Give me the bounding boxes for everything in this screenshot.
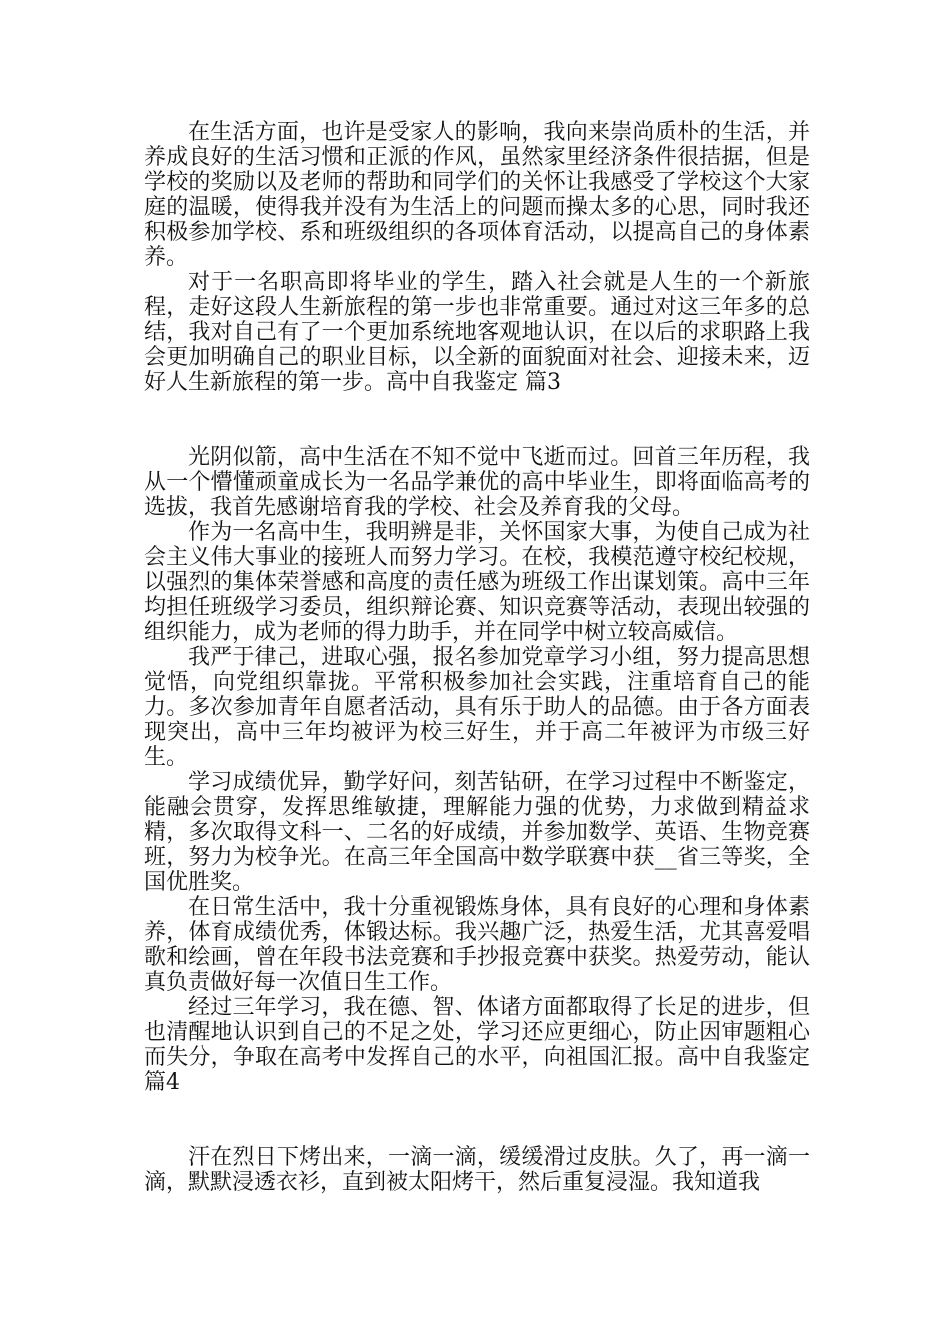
paragraph-life: 在生活方面，也许是受家人的影响，我向来崇尚质朴的生活，并养成良好的生活习惯和正派的作风，虽然家里经济条件很拮据，但是学校的奖励以及老师的帮助和同学们的关怀让我感受了学校这个大家庭的温暖，使得我并没有为生活上的问题而操太多的心思，同时我还积极参加学校、系和班级组织的各项体育活动，以提高自己的身体素养。 <box>144 120 810 270</box>
paragraph-sweat: 汗在烈日下烤出来，一滴一滴，缓缓滑过皮肤。久了，再一滴一滴，默默浸透衣衫，直到被太阳烤干，然后重复浸湿。我知道我 <box>144 1145 810 1195</box>
paragraph-progress: 经过三年学习，我在德、智、体诸方面都取得了长足的进步，但也清醒地认识到自己的不足之处，学习还应更细心，防止因审题粗心而失分，争取在高考中发挥自己的水平，向祖国汇报。高中自我鉴定 篇4 <box>144 995 810 1095</box>
paragraph-graduation: 对于一名职高即将毕业的学生，踏入社会就是人生的一个新旅程，走好这段人生新旅程的第一步也非常重要。通过对这三年多的总结，我对自己有了一个更加系统地客观地认识，在以后的求职路上我会更加明确自己的职业目标，以全新的面貌面对社会、迎接未来，迈好人生新旅程的第一步。高中自我鉴定 篇3 <box>144 270 810 395</box>
paragraph-student-duty: 作为一名高中生，我明辨是非，关怀国家大事，为使自己成为社会主义伟大事业的接班人而努力学习。在校，我模范遵守校纪校规，以强烈的集体荣誉感和高度的责任感为班级工作出谋划策。高中三年均担任班级学习委员，组织辩论赛、知识竞赛等活动，表现出较强的组织能力，成为老师的得力助手，并在同学中树立较高威信。 <box>144 520 810 645</box>
paragraph-daily-life: 在日常生活中，我十分重视锻炼身体，具有良好的心理和身体素养，体育成绩优秀，体锻达标。我兴趣广泛，热爱生活，尤其喜爱唱歌和绘画，曾在年段书法竞赛和手抄报竞赛中获奖。热爱劳动，能认真负责做好每一次值日生工作。 <box>144 895 810 995</box>
paragraph-time-flies: 光阴似箭，高中生活在不知不觉中飞逝而过。回首三年历程，我从一个懵懂顽童成长为一名品学兼优的高中毕业生，即将面临高考的选拔，我首先感谢培育我的学校、社会及养育我的父母。 <box>144 445 810 520</box>
paragraph-academics: 学习成绩优异，勤学好问，刻苦钻研，在学习过程中不断鉴定，能融会贯穿，发挥思维敏捷，理解能力强的优势，力求做到精益求精，多次取得文科一、二名的好成绩，并参加数学、英语、生物竞赛班，努力为校争光。在高三年全国高中数学联赛中获__省三等奖，全国优胜奖。 <box>144 770 810 895</box>
section-gap <box>144 395 810 445</box>
document-page <box>144 120 810 1195</box>
paragraph-self-discipline: 我严于律己，进取心强，报名参加党章学习小组，努力提高思想觉悟，向党组织靠拢。平常积极参加社会实践，注重培育自己的能力。多次参加青年自愿者活动，具有乐于助人的品德。由于各方面表现突出，高中三年均被评为校三好生，并于高二年被评为市级三好生。 <box>144 645 810 770</box>
section-gap <box>144 1095 810 1145</box>
